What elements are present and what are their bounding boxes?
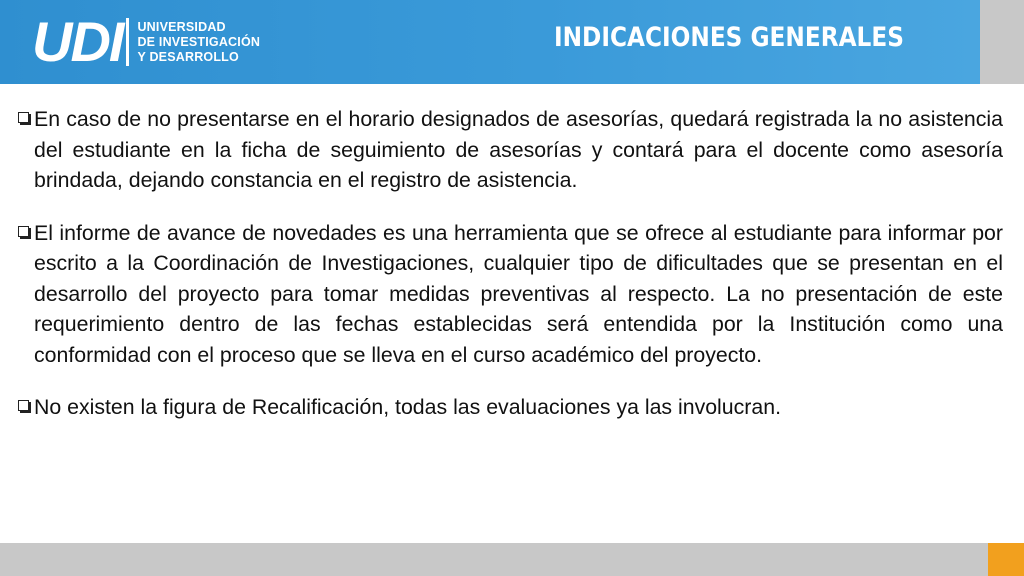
checkbox-bullet-icon bbox=[18, 400, 29, 411]
logo-line-2: DE INVESTIGACIÓN bbox=[137, 34, 261, 49]
footer-accent bbox=[988, 543, 1024, 576]
list-item bbox=[18, 104, 1003, 196]
logo-line-3: Y DESARROLLO bbox=[137, 49, 239, 64]
list-item-text: El informe de avance de novedades es una herramienta que se ofrece al estudiante para informar por escrito a la Coordinación de Investigaciones, cualquier tipo de dificultades que se presentan en el desarrollo del proyecto para tomar medidas preventivas al respecto. La no presentación de este requerimiento dentro de las fechas establecidas será entendida por la Institución como una conformidad con el proceso que se lleva en el curso académico del proyecto. bbox=[34, 220, 1003, 367]
list-item-text: En caso de no presentarse en el horario designados de asesorías, quedará registrada la no asistencia del estudiante en la ficha de seguimiento de asesorías y contará para el docente como asesoría brindada, dejando constancia en el registro de asistencia. bbox=[34, 107, 1003, 192]
checkbox-bullet-icon bbox=[18, 112, 29, 123]
logo-divider bbox=[126, 18, 129, 66]
list-item-text: No existen la figura de Recalificación, todas las evaluaciones ya las involucran. bbox=[34, 395, 781, 419]
logo-mark: UDI bbox=[32, 10, 123, 73]
logo-line-1: UNIVERSIDAD bbox=[137, 19, 226, 34]
slide-title: INDICACIONES GENERALES bbox=[554, 22, 904, 53]
slide-content bbox=[18, 104, 1003, 423]
header-banner bbox=[0, 0, 980, 84]
logo-text bbox=[137, 20, 260, 65]
checkbox-bullet-icon bbox=[18, 226, 29, 237]
header-side-bar bbox=[980, 0, 1024, 84]
footer-bar bbox=[0, 543, 988, 576]
udi-logo bbox=[32, 10, 261, 73]
list-item bbox=[18, 392, 1003, 423]
list-item bbox=[18, 218, 1003, 371]
